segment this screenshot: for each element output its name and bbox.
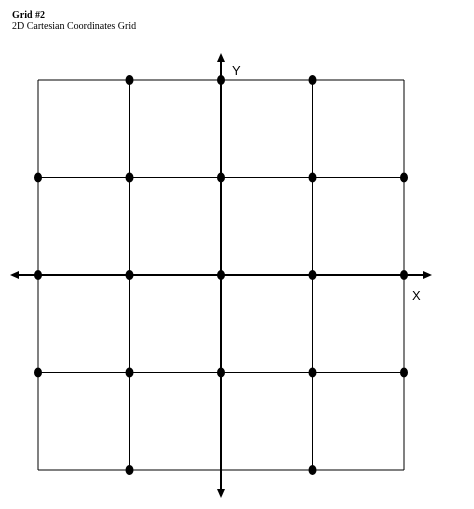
y-axis-label: Y <box>232 63 241 78</box>
page-title: Grid #2 <box>12 10 46 21</box>
grid-point <box>217 270 225 280</box>
grid-point <box>126 75 134 85</box>
grid-point <box>126 270 134 280</box>
x-axis-label: X <box>412 288 421 303</box>
y-axis-top-arrow <box>217 53 225 62</box>
grid-point <box>309 75 317 85</box>
grid-point <box>217 368 225 378</box>
grid-point <box>400 173 408 183</box>
grid-point <box>400 368 408 378</box>
grid-point <box>309 270 317 280</box>
grid-point <box>126 368 134 378</box>
grid-point <box>126 465 134 475</box>
grid-point <box>309 368 317 378</box>
x-axis-right-arrow <box>423 271 432 279</box>
x-axis-left-arrow <box>10 271 19 279</box>
grid-point <box>34 368 42 378</box>
grid-point <box>34 173 42 183</box>
grid-point <box>217 75 225 85</box>
grid-point <box>34 270 42 280</box>
grid-point <box>126 173 134 183</box>
grid-point <box>309 465 317 475</box>
grid-point <box>400 270 408 280</box>
page-subtitle: 2D Cartesian Coordinates Grid <box>12 21 137 32</box>
grid-point <box>217 173 225 183</box>
grid-point <box>309 173 317 183</box>
y-axis-bottom-arrow <box>217 489 225 498</box>
